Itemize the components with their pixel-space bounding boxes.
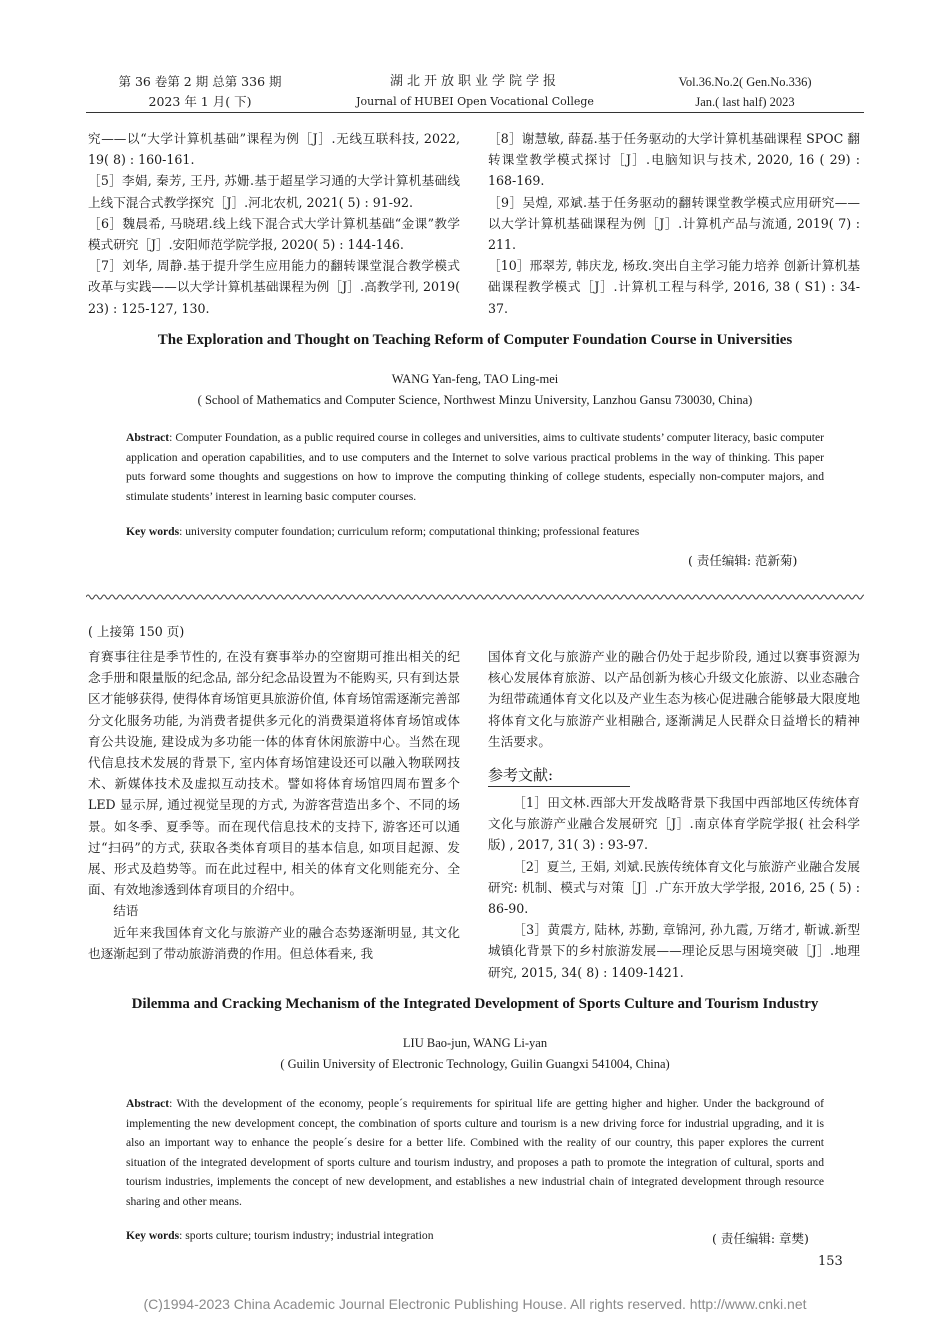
reference-item: ［10］邢翠芳, 韩庆龙, 杨玫.突出自主学习能力培养 创新计算机基础课程教学模式［J］.计算机工程与科学, 2016, 38 ( S1) : 34-37. (488, 258, 860, 316)
header-journal-cn: 湖北开放职业学院学报 (389, 74, 560, 89)
header-date-en: Jan.( last half) 2023 (695, 95, 795, 109)
keywords-text: : university computer foundation; curriculum reform; computational thinking; professional features (179, 525, 640, 538)
abstract-text: : Computer Foundation, as a public required course in colleges and universities, aims to cultivate students’ computer literacy, basic computer application and operation capabilities, and to use computers and the Internet to solve various practical problems in the way of thinking. This paper puts forward some thoughts and suggestions on how to improve the computing thinking of college students, especially non-computer majors, and stimulate students’ interest in learning basic computer courses. (126, 431, 824, 503)
article2-title: Dilemma and Cracking Mechanism of the Integrated Development of Sports Culture and Tourism Industry (131, 996, 819, 1012)
section-heading-conclusion: 结语 (113, 903, 139, 919)
header-journal-name (330, 72, 620, 112)
abstract-label: Abstract (126, 1097, 170, 1110)
article2-abstract (126, 1094, 824, 1212)
article2-editor: ( 责任编辑: 章樊) (712, 1231, 809, 1246)
keywords-label: Key words (126, 1229, 180, 1242)
article1-authors: WANG Yan-feng, TAO Ling-mei (391, 372, 559, 386)
article1-affiliation: ( School of Mathematics and Computer Science, Northwest Minzu University, Lanzhou Gansu 730030, China) (197, 393, 753, 407)
references-top-right (488, 128, 860, 319)
body-right-column (488, 646, 860, 752)
header-volume-en: Vol.36.No.2( Gen.No.336) (678, 75, 812, 89)
body-left-column (88, 646, 460, 964)
article2-authors: LIU Bao-jun, WANG Li-yan (402, 1036, 548, 1050)
article-separator (86, 590, 864, 604)
reference-item: ［3］黄震方, 陆林, 苏勤, 章锦河, 孙九霞, 万绪才, 靳诚.新型城镇化背景下的乡村旅游发展——理论反思与困境突破［J］.地理研究, 2015, 34( 8) : 1409-1421. (488, 922, 860, 980)
reference-item: 究——以“大学计算机基础”课程为例［J］.无线互联科技, 2022, 19( 8) : 160-161. (88, 131, 460, 168)
header-journal-en: Journal of HUBEI Open Vocational College (356, 95, 594, 108)
references-top-left (88, 128, 460, 319)
continued-note: ( 上接第 150 页) (88, 624, 185, 639)
article1-editor: ( 责任编辑: 范新菊) (688, 553, 798, 568)
article1-title: The Exploration and Thought on Teaching Reform of Computer Foundation Course in Universities (157, 332, 793, 348)
header-rule (86, 112, 864, 113)
references-heading: 参考文献: (488, 766, 554, 784)
abstract-text: : With the development of the economy, people´s requirements for spiritual life are getting higher and higher. Under the background of implementing the new development concept, the combination of sports culture and tourism is a new driving force for industrial upgrading, and it is also an important way to enhance the people´s desire for a better life. Combined with the reality of our country, this paper explores the current situation of the integrated development of sports culture and tourism industry, and proposes a path to promote the integration of cultural, sports and tourism industries, implements the concept of new development, and establishes a new industrial chain of integrated development through resource sharing and other means. (126, 1097, 824, 1208)
page-number: 153 (818, 1254, 843, 1269)
reference-item: ［9］吴煌, 邓斌.基于任务驱动的翻转课堂教学模式应用研究——以大学计算机基础课程为例［J］.计算机产品与流通, 2019( 7) : 211. (488, 194, 860, 253)
body-paragraph: 国体育文化与旅游产业的融合仍处于起步阶段, 通过以赛事资源为核心发展体育旅游、以产品创新为核心升级文化旅游、以业态融合为纽带疏通体育文化以及产业生态为核心促进融合能够最大限度地将体育文化与旅游产业相融合, 逐渐满足人民群众日益增长的精神生活要求。 (488, 649, 860, 749)
header-volume: 第 36 卷第 2 期 总第 336 期 (118, 74, 282, 89)
abstract-label: Abstract (126, 431, 170, 444)
header-issue-info (100, 72, 300, 112)
header-issue-info-en (640, 72, 850, 112)
references-rule (488, 786, 630, 787)
article1-abstract (126, 428, 824, 506)
body-paragraph: 近年来我国体育文化与旅游产业的融合态势逐渐明显, 其文化也逐渐起到了带动旅游消费的作用。但总体看来, 我 (88, 924, 460, 961)
copyright-footer: (C)1994-2023 China Academic Journal Electronic Publishing House. All rights reserved. http://www.cnki.net (143, 1296, 807, 1312)
article2-affiliation: ( Guilin University of Electronic Technology, Guilin Guangxi 541004, China) (280, 1057, 670, 1071)
references-bottom (488, 792, 860, 983)
keywords-label: Key words (126, 525, 180, 538)
reference-item: ［7］刘华, 周静.基于提升学生应用能力的翻转课堂混合教学模式改革与实践——以大学计算机基础课程为例［J］.高教学刊, 2019( 23) : 125-127, 130. (88, 258, 460, 316)
header-date-cn: 2023 年 1 月( 下) (148, 94, 252, 109)
keywords-text: : sports culture; tourism industry; industrial integration (179, 1229, 434, 1242)
body-paragraph: 育赛事往往是季节性的, 在没有赛事举办的空窗期可推出相关的纪念手册和限量版的纪念品, 部分纪念品设置为不能购买, 只有到达景区才能够获得, 使得体育场馆更具旅游价值, 体育场馆需逐渐完善部分文化服务功能, 为消费者提供多元化的消费渠道将体育场馆或体育公共设施, 建设成为多功能一体的体育休闲旅游中心。当然在现代信息技术发展的背景下, 室内体育场馆建设还可以融入物联网技术、新媒体技术及虚拟互动技术。譬如将体育场馆四周布置多个 LED 显示屏, 通过视觉呈现的方式, 为游客营造出多个、不同的场景。如冬季、夏季等。而在现代信息技术的支持下, 游客还可以通过“扫码”的方式, 获取各类体育项目的基本信息, 如项目起源、发展、形式及趋势等。而在此过程中, 相关的体育文化则能充分、全面、有效地渗透到体育项目的介绍中。 (88, 649, 460, 898)
reference-item: ［1］田文林.西部大开发战略背景下我国中西部地区传统体育文化与旅游产业融合发展研究［J］.南京体育学院学报( 社会科学版) , 2017, 31( 3) : 93-97. (488, 795, 860, 853)
reference-item: ［8］谢慧敏, 薛磊.基于任务驱动的大学计算机基础课程 SPOC 翻转课堂教学模式探讨［J］.电脑知识与技术, 2020, 16 ( 29) : 168-169. (488, 131, 860, 189)
reference-item: ［2］夏兰, 王娟, 刘斌.民族传统体育文化与旅游产业融合发展研究: 机制、模式与对策［J］.广东开放大学学报, 2016, 25 ( 5) : 86-90. (488, 858, 860, 917)
article1-keywords (126, 525, 824, 538)
reference-item: ［6］魏晨希, 马晓珺.线上线下混合式大学计算机基础“金课”教学模式研究［J］.安阳师范学院学报, 2020( 5) : 144-146. (88, 215, 460, 253)
reference-item: ［5］李娟, 秦芳, 王丹, 苏姗.基于超星学习通的大学计算机基础线上线下混合式教学探究［J］.河北农机, 2021( 5) : 91-92. (88, 173, 460, 210)
